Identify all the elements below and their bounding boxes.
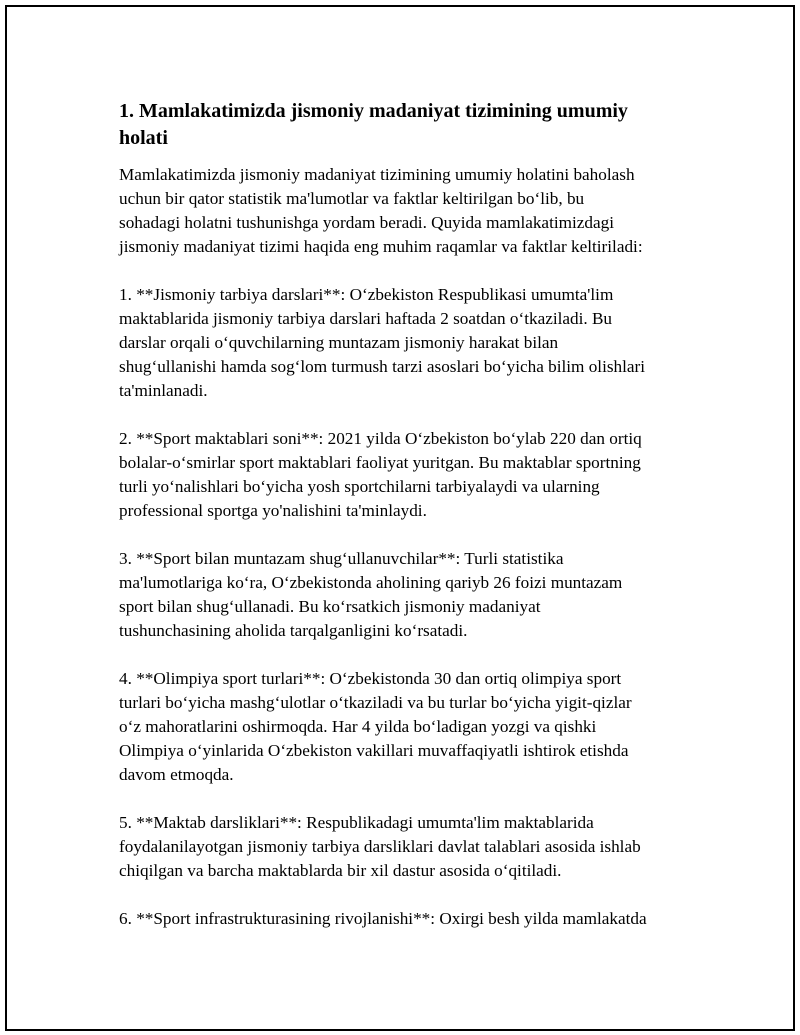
text-line: 3. **Sport bilan muntazam shug‘ullanuvchilar**: Turli statistika — [119, 549, 564, 568]
text-line: bolalar-o‘smirlar sport maktablari faoliyat yuritgan. Bu maktablar sportning — [119, 453, 641, 472]
text-line: professional sportga yo'nalishini ta'minlaydi. — [119, 501, 427, 520]
text-line: Olimpiya o‘yinlarida O‘zbekiston vakillari muvaffaqiyatli ishtirok etishda — [119, 741, 629, 760]
text-line: ta'minlanadi. — [119, 381, 208, 400]
list-item-2-paragraph — [119, 427, 699, 523]
document-content — [119, 98, 699, 955]
text-line: 4. **Olimpiya sport turlari**: O‘zbekistonda 30 dan ortiq olimpiya sport — [119, 669, 622, 688]
text-line: o‘z mahoratlarini oshirmoqda. Har 4 yilda bo‘ladigan yozgi va qishki — [119, 717, 597, 736]
text-line: darslar orqali o‘quvchilarning muntazam jismoniy harakat bilan — [119, 333, 559, 352]
text-line: 1. **Jismoniy tarbiya darslari**: O‘zbekiston Respublikasi umumta'lim — [119, 285, 614, 304]
title-line: holati — [119, 127, 168, 149]
text-line: uchun bir qator statistik ma'lumotlar va faktlar keltirilgan bo‘lib, bu — [119, 189, 585, 208]
text-line: tushunchasining aholida tarqalganligini ko‘rsatadi. — [119, 621, 468, 640]
text-line: maktablarida jismoniy tarbiya darslari haftada 2 soatdan o‘tkaziladi. Bu — [119, 309, 613, 328]
page-frame — [5, 5, 795, 1031]
text-line: turli yo‘nalishlari bo‘yicha yosh sportchilarni tarbiyalaydi va ularning — [119, 477, 600, 496]
text-line: chiqilgan va barcha maktablarda bir xil dastur asosida o‘qitiladi. — [119, 861, 562, 880]
list-item-1-paragraph — [119, 283, 699, 403]
text-line: foydalanilayotgan jismoniy tarbiya darsliklari davlat talablari asosida ishlab — [119, 837, 641, 856]
text-line: ma'lumotlariga ko‘ra, O‘zbekistonda aholining qariyb 26 foizi muntazam — [119, 573, 623, 592]
list-item-4-paragraph — [119, 667, 699, 787]
text-line: sohadagi holatni tushunishga yordam beradi. Quyida mamlakatimizdagi — [119, 213, 614, 232]
text-line: turlari bo‘yicha mashg‘ulotlar o‘tkaziladi va bu turlar bo‘yicha yigit-qizlar — [119, 693, 632, 712]
text-line: shug‘ullanishi hamda sog‘lom turmush tarzi asoslari bo‘yicha bilim olishlari — [119, 357, 646, 376]
intro-paragraph — [119, 163, 699, 259]
text-line: jismoniy madaniyat tizimi haqida eng muhim raqamlar va faktlar keltiriladi: — [119, 237, 643, 256]
text-line: 6. **Sport infrastrukturasining rivojlanishi**: Oxirgi besh yilda mamlakatda — [119, 909, 647, 928]
text-line: davom etmoqda. — [119, 765, 234, 784]
text-line: Mamlakatimizda jismoniy madaniyat tizimining umumiy holatini baholash — [119, 165, 635, 184]
text-line: 5. **Maktab darsliklari**: Respublikadagi umumta'lim maktablarida — [119, 813, 594, 832]
page-title — [119, 98, 699, 152]
list-item-5-paragraph — [119, 811, 699, 883]
list-item-3-paragraph — [119, 547, 699, 643]
text-line: 2. **Sport maktablari soni**: 2021 yilda O‘zbekiston bo‘ylab 220 dan ortiq — [119, 429, 642, 448]
title-line: 1. Mamlakatimizda jismoniy madaniyat tizimining umumiy — [119, 100, 628, 122]
text-line: sport bilan shug‘ullanadi. Bu ko‘rsatkich jismoniy madaniyat — [119, 597, 541, 616]
list-item-6-paragraph — [119, 907, 699, 931]
